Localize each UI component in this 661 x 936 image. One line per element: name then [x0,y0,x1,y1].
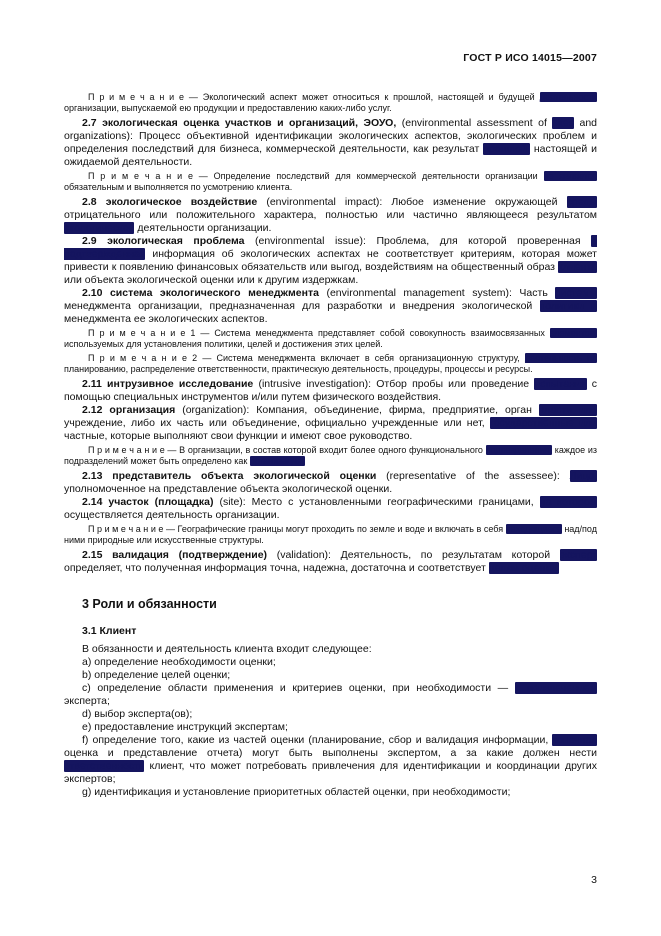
highlight-box: деятельности [539,92,597,102]
highlight-box: с привлечением [514,682,598,694]
body-paragraph: 2.9 экологическая проблема (environmental issue): Проблема, для которой проверенная и подтвержденная информация об экологических аспектах не соответствует критериям, которая может привести к появлению финансовых обязательств или выгод, воздействиям на общественный образ клиента или объекта экологической оценки или к другим издержкам. [64,235,597,286]
body-paragraph: 2.15 валидация (подтверждение) (validation): Деятельность, по результатам которой эксперт определяет, что полученная информация точна, надежна, достаточна и соответствует целям оценки. [64,549,597,574]
note-paragraph: П р и м е ч а н и е — Географические границы могут проходить по земле и воде и включать в себя находящиеся над/под ними природные или искусственные структуры. [64,524,597,545]
highlight-box: испытания [534,378,587,390]
highlight-box: находящиеся [505,524,562,534]
highlight-box: не является [543,171,597,181]
highlight-box: среды [566,196,598,208]
list-item: c) определение области применения и критериев оценки, при необходимости — с привлечением эксперта; [64,682,598,707]
highlight-box: деятельность по [524,353,597,363]
highlight-box: подразделения, [485,445,553,455]
note-paragraph: П р и м е ч а н и е — Экологический аспект может относиться к прошлой, настоящей и будущей деятельности организации, выпускаемой ею продукции и предоставлению каких-либо услуг. [64,92,597,113]
highlight-box: элементов, [549,328,597,338]
list-item: b) определение целей оценки; [82,669,231,681]
body-paragraph: 2.14 участок (площадка) (site): Место с установленными географическими границами, на котором осуществляется деятельность организации. [64,496,597,521]
body-paragraph: 2.8 экологическое воздействие (environmental impact): Любое изменение окружающей среды отрицательного или положительного характера, полностью или частично являющееся результатом экологической деятельности организации. [64,196,598,234]
section-heading: 3 Роли и обязанности [82,597,217,611]
highlight-box: государственные или [490,417,597,429]
list-item: e) предоставление инструкций экспертам; [82,721,288,733]
highlight-box: на котором [539,496,597,508]
body-paragraph: В обязанности и деятельность клиента входит следующее: [82,643,372,655]
highlight-box: экологической [64,222,135,234]
page-number: 3 [591,874,597,886]
body-paragraph: 2.7 экологическая оценка участков и организаций, ЭОУО, (environmental assessment of sites and organizations): Процесс объективной идентификации экологических аспектов, экологических проблем и определения последствий для бизнеса, коммерческой деятельности, как результат прошлой, настоящей и ожидаемой деятельности. [64,117,597,168]
body-paragraph: 2.12 организация (organization): Компания, объединение, фирма, предприятие, орган власти или учреждение, либо их часть или объединение, официально учрежденные или нет, государственные или частные, которые выполняют свои функции и имеют свое руководство. [64,404,597,442]
highlight-box: и подтвержденная [64,235,597,260]
note-paragraph: П р и м е ч а н и е — В организации, в состав которой входит более одного функционального подразделения, каждое из подразделений может быть определено как организация. [64,445,598,466]
subsection-heading: 3.1 Клиент [82,625,137,637]
note-paragraph: П р и м е ч а н и е — Определение последствий для коммерческой деятельности организации не является обязательным и выполняется по усмотрению клиента. [64,171,597,192]
list-item: f) определение того, какие из частей оценки (планирование, сбор и валидация информации, конечная оценка и представление отчета) могут быть выполнены экспертом, а за какие должен нести ответственность клиент, что может потребовать привлечения для идентификации и координации других экспертов; [64,734,597,785]
highlight-box: ответственность [64,760,145,772]
highlight-box: системы [555,287,597,299]
document-body [64,90,597,799]
highlight-box: конечная [552,734,597,746]
document-header [64,52,597,64]
body-paragraph: 2.13 представитель объекта экологической оценки (representative of the assessee): Лицо, уполномоченное на представление объекта экологической оценки. [64,470,597,495]
highlight-box: Лицо, [569,470,597,482]
body-paragraph: 2.10 система экологического менеджмента (environmental management system): Часть системы менеджмента организации, предназначенная для разработки и внедрения экологической политики и менеджмента ее экологических аспектов. [64,287,598,325]
highlight-box: эксперт [559,549,597,561]
page-footer [64,874,597,886]
note-paragraph: П р и м е ч а н и е 1 — Система менеджмента представляет собой совокупность взаимосвязанных элементов, используемых для установления политики, целей и достижения этих целей. [64,328,597,349]
highlight-box: организация. [249,456,305,466]
highlight-box: власти или [538,404,597,416]
highlight-box: целям оценки. [488,562,559,574]
list-item: g) идентификация и установление приоритетных областей оценки, при необходимости; [82,786,511,798]
body-paragraph: 2.11 интрузивное исследование (intrusive investigation): Отбор пробы или проведение испытания с помощью специальных инструментов и/или путем физического воздействия. [64,378,598,403]
list-item: d) выбор эксперта(ов); [82,708,193,720]
doc-number: ГОСТ Р ИСО 14015—2007 [463,52,597,64]
highlight-box: sites [552,117,574,129]
note-paragraph: П р и м е ч а н и е 2 — Система менеджмента включает в себя организационную структуру, деятельность по планированию, распределение ответственности, практическую деятельность, процедуры, процессы и ресурсы. [64,353,597,374]
highlight-box: прошлой, [483,143,530,155]
highlight-box: политики и [539,300,598,312]
highlight-box: клиента [558,261,597,273]
list-item: a) определение необходимости оценки; [82,656,276,668]
